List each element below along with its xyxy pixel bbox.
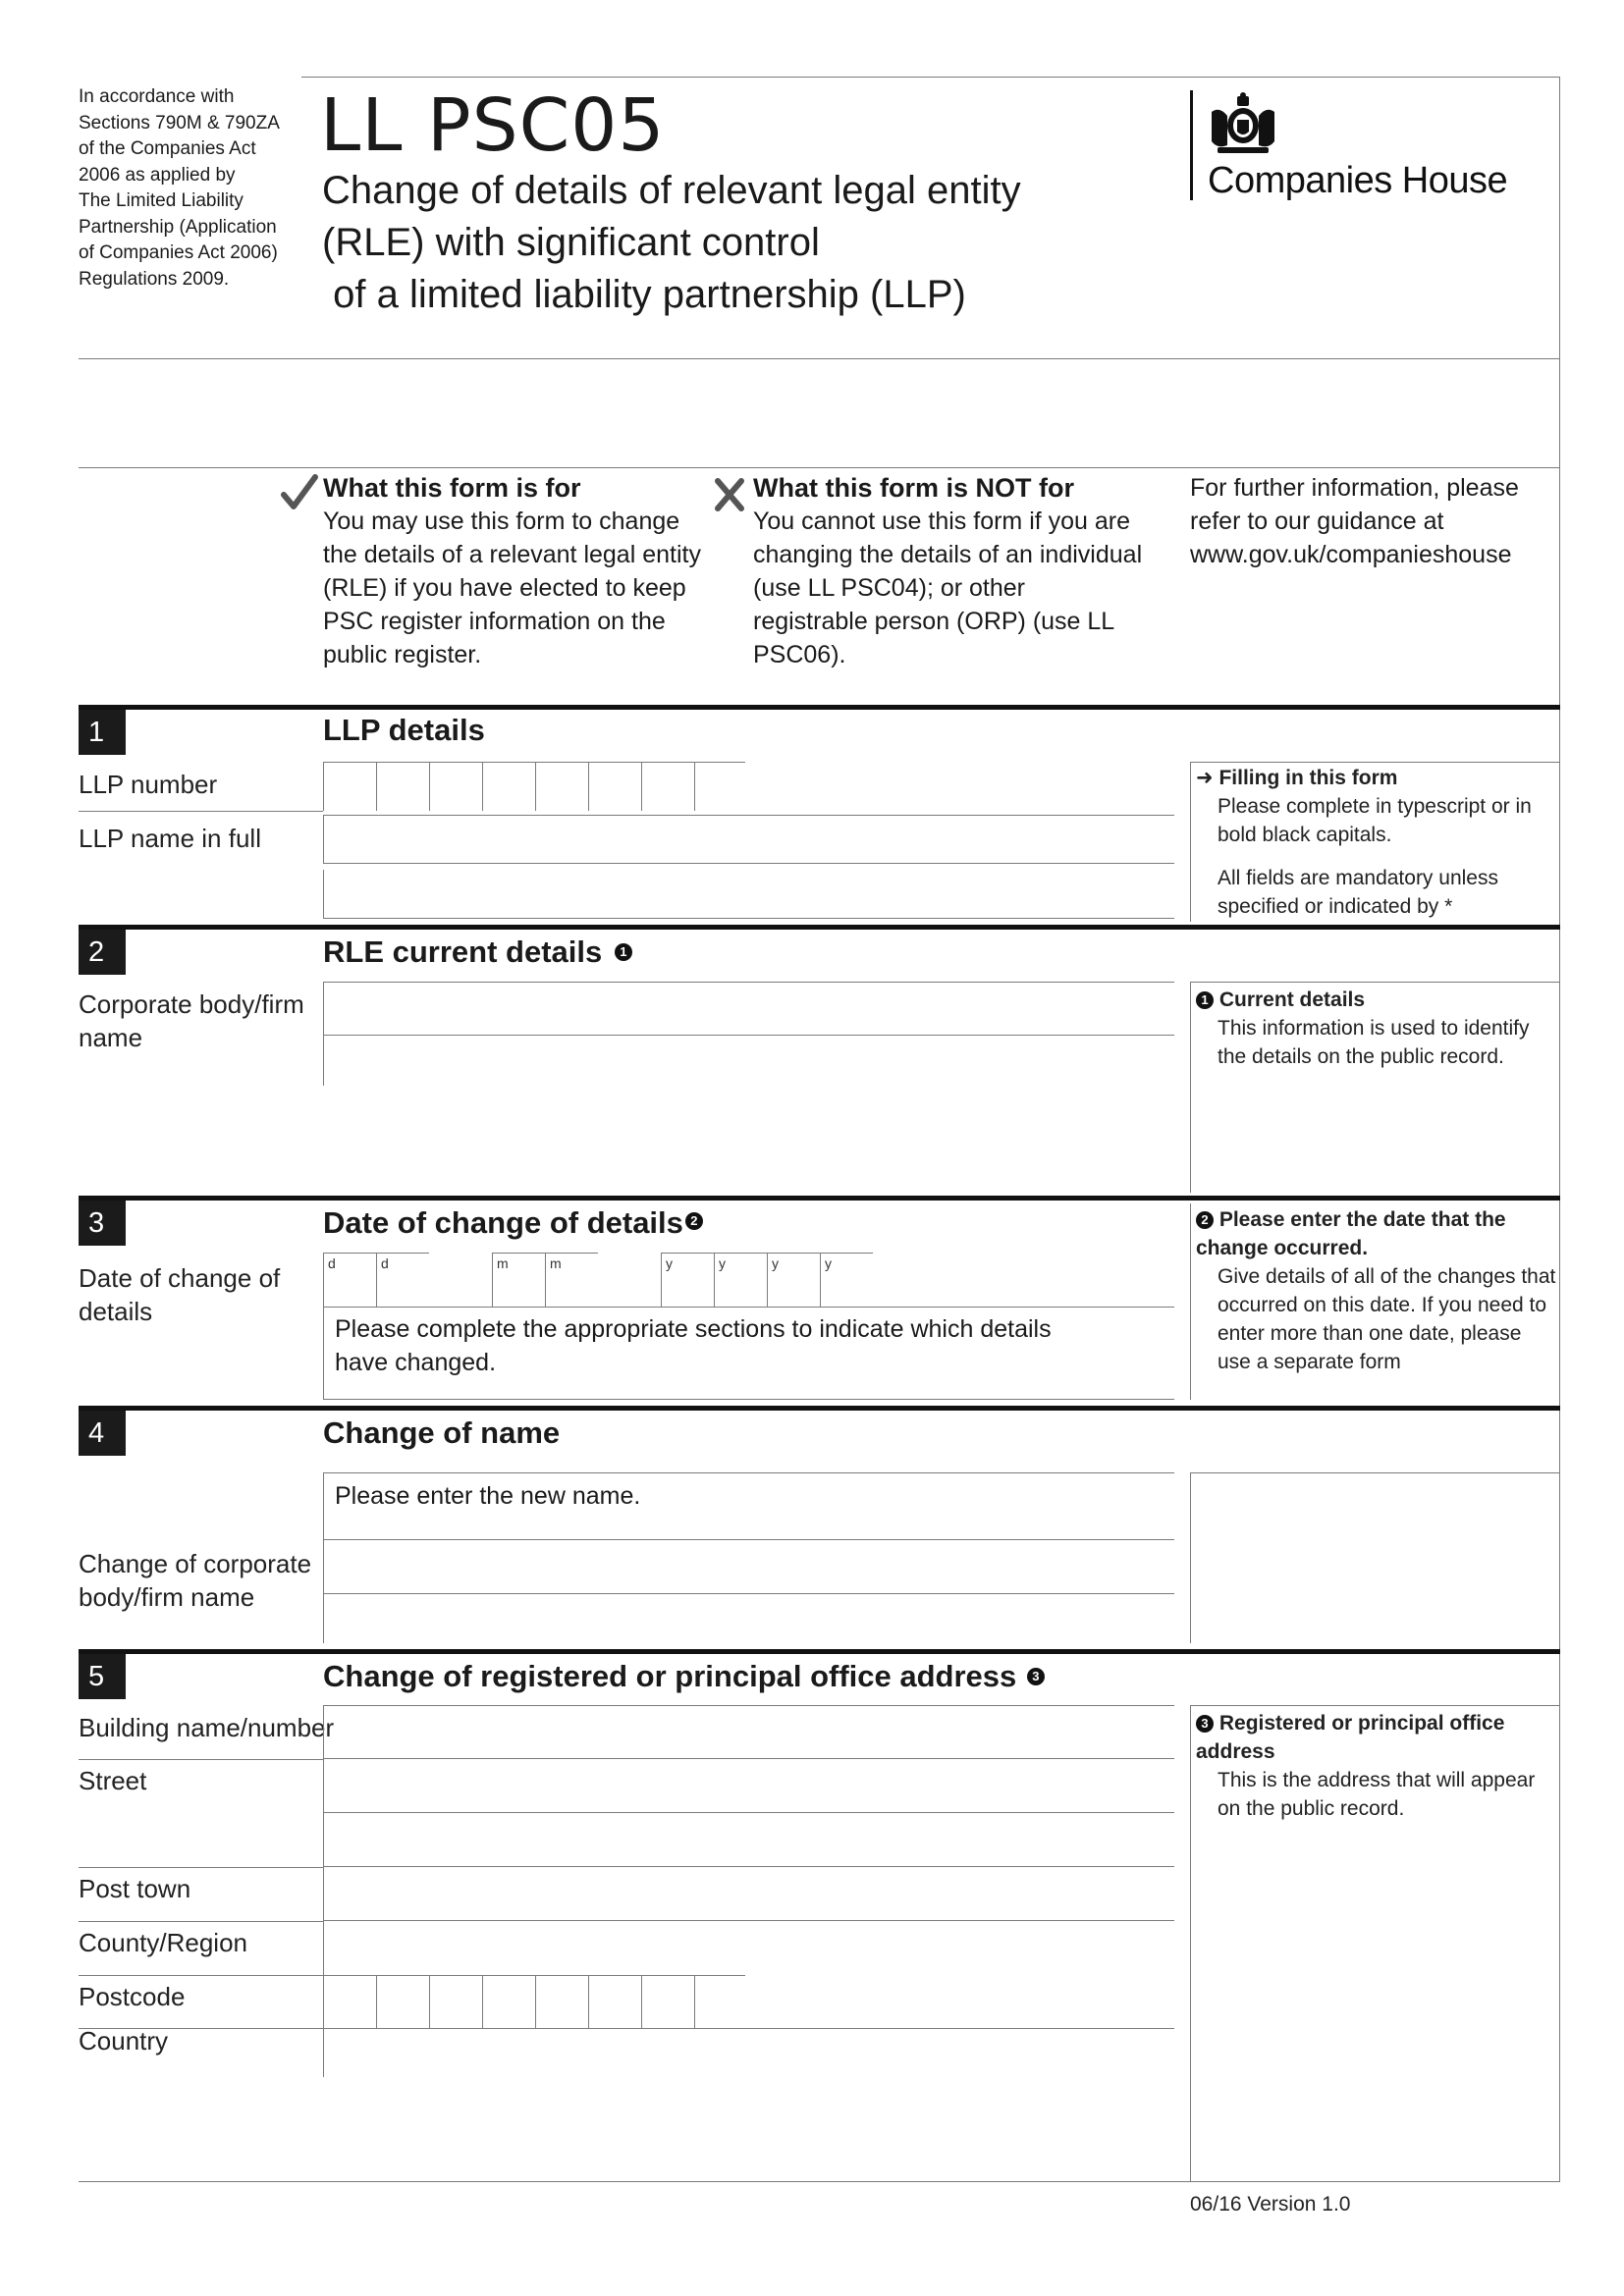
post-town-label: Post town bbox=[79, 1874, 191, 1903]
aside-1-line bbox=[1190, 762, 1191, 922]
corporate-name-input-1[interactable] bbox=[323, 982, 1174, 1036]
aside-address bbox=[1196, 1709, 1540, 1823]
date-month-cell[interactable]: m bbox=[545, 1253, 598, 1307]
postcode-cell[interactable] bbox=[376, 1975, 377, 2028]
header-divider bbox=[79, 358, 1560, 359]
postcode-cell[interactable] bbox=[588, 1975, 589, 2028]
section-1-rule bbox=[79, 705, 1560, 710]
section-4-rule bbox=[79, 1406, 1560, 1411]
intro-for-text: You may use this form to change the details of a relevant legal entity (RLE) if you have elected to keep PSC register information on the public register. bbox=[323, 507, 701, 668]
date-boxes bbox=[323, 1253, 873, 1307]
logo-divider bbox=[1190, 90, 1193, 200]
section-2-number: 2 bbox=[79, 930, 126, 975]
arrow-right-icon: ➜ bbox=[1196, 767, 1214, 789]
date-day-cell[interactable]: d bbox=[323, 1253, 376, 1307]
intro-not-for bbox=[753, 471, 1146, 671]
frame-top-line bbox=[301, 77, 1560, 78]
section-3-instruction: Please complete the appropriate sections to indicate which details have changed. bbox=[335, 1315, 1052, 1376]
llp-number-cell[interactable] bbox=[482, 762, 483, 811]
section-2-title bbox=[323, 933, 632, 972]
date-row-bottom bbox=[323, 1307, 1174, 1308]
aside-date-text: Give details of all of the changes that occurred on this date. If you need to enter more than one date, please use a separate form bbox=[1218, 1265, 1556, 1373]
country-input[interactable] bbox=[323, 2028, 1174, 2077]
aside-filling-in bbox=[1196, 764, 1549, 921]
llp-number-cell[interactable] bbox=[429, 762, 430, 811]
label-col-line bbox=[79, 1975, 323, 1976]
postcode-label: Postcode bbox=[79, 1982, 186, 2011]
aside-address-heading bbox=[1196, 1709, 1540, 1766]
aside-date bbox=[1196, 1205, 1559, 1376]
note-marker-3: 3 bbox=[1027, 1668, 1045, 1685]
aside-marker-2: 2 bbox=[1196, 1211, 1214, 1229]
crest-icon bbox=[1208, 92, 1278, 157]
county-input[interactable] bbox=[323, 1921, 1174, 1975]
aside-5-line bbox=[1190, 1705, 1191, 2181]
county-label: County/Region bbox=[79, 1928, 247, 1957]
section-4-instruction: Please enter the new name. bbox=[335, 1482, 641, 1510]
aside-4-top bbox=[1190, 1472, 1559, 1473]
aside-current-heading-text: Current details bbox=[1218, 988, 1366, 1011]
section-2-rule bbox=[79, 925, 1560, 930]
legal-note-line: In accordance with bbox=[79, 86, 235, 107]
label-col-line bbox=[79, 1759, 323, 1760]
aside-2-line bbox=[1190, 982, 1191, 1193]
street-input-2[interactable] bbox=[323, 1813, 1174, 1867]
aside-marker-1: 1 bbox=[1196, 991, 1214, 1009]
llp-number-boxes bbox=[323, 762, 745, 811]
date-month-cell[interactable]: m bbox=[492, 1253, 545, 1307]
section-5-rule bbox=[79, 1649, 1560, 1654]
companies-house-logo bbox=[1190, 90, 1553, 208]
street-label: Street bbox=[79, 1766, 147, 1795]
aside-filling-text1: Please complete in typescript or in bold black capitals. bbox=[1218, 795, 1532, 846]
section-4-title: Change of name bbox=[323, 1415, 561, 1450]
aside-filling-text2: All fields are mandatory unless specified or indicated by * bbox=[1218, 867, 1498, 918]
legal-note bbox=[79, 84, 304, 293]
aside-current-heading bbox=[1196, 986, 1549, 1014]
intro-not-for-heading: What this form is NOT for bbox=[753, 473, 1074, 503]
llp-number-top-line bbox=[323, 762, 745, 763]
section-3-title bbox=[323, 1203, 703, 1243]
legal-note-line: of the Companies Act bbox=[79, 138, 256, 159]
street-input-1[interactable] bbox=[323, 1759, 1174, 1813]
aside-marker-3: 3 bbox=[1196, 1715, 1214, 1733]
label-col-line bbox=[79, 1867, 323, 1868]
llp-number-cell[interactable] bbox=[323, 762, 324, 811]
building-label: Building name/number bbox=[79, 1713, 335, 1742]
section-5-title bbox=[323, 1657, 1045, 1696]
aside-5-top bbox=[1190, 1705, 1559, 1706]
legal-note-line: Sections 790M & 790ZA bbox=[79, 112, 280, 133]
date-year-cell[interactable]: y bbox=[714, 1253, 767, 1307]
legal-note-line: Regulations 2009. bbox=[79, 268, 230, 290]
section-5-number: 5 bbox=[79, 1654, 126, 1699]
postcode-cell[interactable] bbox=[694, 1975, 695, 2028]
section-3-title-text: Date of change of details bbox=[323, 1205, 683, 1240]
aside-current-details bbox=[1196, 986, 1549, 1071]
frame-bottom-line bbox=[79, 2181, 1560, 2182]
aside-address-text: This is the address that will appear on the public record. bbox=[1218, 1769, 1536, 1820]
llp-name-input-1[interactable] bbox=[323, 815, 1174, 864]
section-1-title: LLP details bbox=[323, 713, 485, 747]
corporate-name-label: Corporate body/firm name bbox=[79, 989, 304, 1052]
section-1-number: 1 bbox=[79, 710, 126, 755]
llp-number-cell[interactable] bbox=[694, 762, 695, 811]
aside-current-text: This information is used to identify the details on the public record. bbox=[1218, 1017, 1530, 1068]
date-change-label: Date of change of details bbox=[79, 1263, 281, 1326]
date-day-cell[interactable]: d bbox=[376, 1253, 429, 1307]
legal-note-line: of Companies Act 2006) bbox=[79, 242, 278, 263]
section-3-rule bbox=[79, 1196, 1560, 1201]
legal-note-line: Partnership (Application bbox=[79, 216, 277, 238]
aside-date-heading bbox=[1196, 1205, 1559, 1262]
intro-not-for-text: You cannot use this form if you are changing the details of an individual (use LL PSC04); or other registrable person (ORP) (use LL PSC06). bbox=[753, 507, 1143, 668]
note-marker-1: 1 bbox=[615, 943, 632, 961]
logo-text: Companies House bbox=[1208, 160, 1508, 201]
postcode-cell[interactable] bbox=[535, 1975, 536, 2028]
legal-note-line: The Limited Liability bbox=[79, 190, 244, 211]
aside-filling-heading-text: Filling in this form bbox=[1218, 767, 1398, 789]
llp-number-label: LLP number bbox=[79, 770, 218, 799]
postcode-cell[interactable] bbox=[641, 1975, 642, 2028]
building-input[interactable] bbox=[323, 1705, 1174, 1759]
llp-number-cell[interactable] bbox=[376, 762, 377, 811]
llp-number-cell[interactable] bbox=[641, 762, 642, 811]
instruction-4-top bbox=[323, 1472, 1174, 1473]
section-5-title-text: Change of registered or principal office address bbox=[323, 1659, 1017, 1693]
legal-note-line: 2006 as applied by bbox=[79, 164, 236, 186]
form-title bbox=[322, 165, 1068, 321]
postcode-cell[interactable] bbox=[323, 1975, 324, 2028]
instruction-4-left bbox=[323, 1472, 324, 1539]
section-2-title-text: RLE current details bbox=[323, 934, 603, 969]
postcode-boxes bbox=[323, 1975, 745, 2028]
aside-filling-heading bbox=[1196, 764, 1549, 792]
cross-icon bbox=[713, 477, 746, 512]
change-name-input-1[interactable] bbox=[323, 1539, 1174, 1594]
llp-name-label: LLP name in full bbox=[79, 824, 261, 853]
form-code: LL PSC05 bbox=[320, 83, 666, 168]
aside-1-top bbox=[1190, 762, 1559, 763]
aside-4-line bbox=[1190, 1472, 1191, 1643]
frame-right-line bbox=[1559, 77, 1560, 2182]
form-title-line: (RLE) with significant control bbox=[322, 221, 820, 264]
aside-address-heading-text: Registered or principal office address bbox=[1196, 1712, 1505, 1763]
postcode-top-line bbox=[323, 1975, 745, 1976]
llp-name-input-2[interactable] bbox=[323, 870, 1174, 919]
post-town-input[interactable] bbox=[323, 1867, 1174, 1921]
further-info: For further information, please refer to our guidance at www.gov.uk/companieshouse bbox=[1190, 474, 1519, 568]
change-name-input-2[interactable] bbox=[323, 1594, 1174, 1643]
intro-for-heading: What this form is for bbox=[323, 473, 581, 503]
intro-for bbox=[323, 471, 706, 671]
corporate-name-input-2[interactable] bbox=[323, 1036, 1174, 1086]
country-label: Country bbox=[79, 2026, 169, 2056]
intro-top-divider bbox=[79, 467, 1560, 468]
instruction-3-left bbox=[323, 1307, 324, 1399]
date-year-cell[interactable]: y bbox=[661, 1253, 714, 1307]
date-year-cell[interactable]: y bbox=[767, 1253, 820, 1307]
aside-date-heading-text: Please enter the date that the change occurred. bbox=[1196, 1208, 1506, 1259]
instruction-3-bottom bbox=[323, 1399, 1174, 1400]
note-marker-2: 2 bbox=[685, 1212, 703, 1230]
version-text: 06/16 Version 1.0 bbox=[1190, 2193, 1351, 2216]
change-name-label: Change of corporate body/firm name bbox=[79, 1549, 312, 1612]
check-icon bbox=[280, 473, 319, 512]
form-title-line: of a limited liability partnership (LLP) bbox=[322, 273, 966, 316]
aside-3-line bbox=[1190, 1203, 1191, 1400]
postcode-cell[interactable] bbox=[429, 1975, 430, 2028]
date-year-cell[interactable]: y bbox=[820, 1253, 873, 1307]
aside-2-top bbox=[1190, 982, 1559, 983]
postcode-cell[interactable] bbox=[482, 1975, 483, 2028]
label-col-line bbox=[79, 1921, 323, 1922]
section-3-number: 3 bbox=[79, 1201, 126, 1246]
section-4-number: 4 bbox=[79, 1411, 126, 1456]
llp-number-cell[interactable] bbox=[535, 762, 536, 811]
llp-number-cell[interactable] bbox=[588, 762, 589, 811]
label-col-line bbox=[79, 811, 323, 812]
form-title-line: Change of details of relevant legal entity bbox=[322, 169, 1021, 212]
